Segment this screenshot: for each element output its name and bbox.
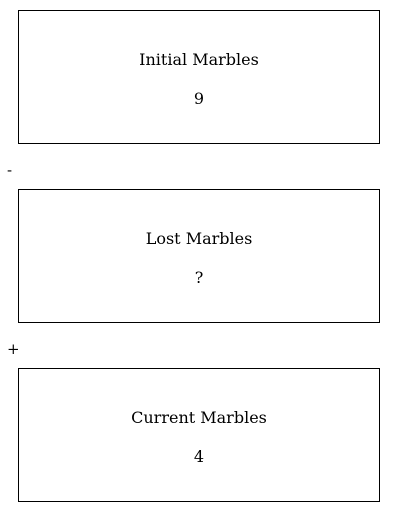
lost-marbles-label: Lost Marbles xyxy=(145,229,253,248)
current-marbles-box xyxy=(18,368,380,502)
initial-marbles-box xyxy=(18,10,380,144)
plus-operator: + xyxy=(7,340,20,358)
lost-marbles-value: ? xyxy=(194,268,204,287)
current-marbles-value: 4 xyxy=(193,447,205,466)
minus-operator: - xyxy=(7,161,13,179)
initial-marbles-value: 9 xyxy=(193,89,205,108)
lost-marbles-box xyxy=(18,189,380,323)
current-marbles-label: Current Marbles xyxy=(131,408,267,427)
initial-marbles-label: Initial Marbles xyxy=(139,50,259,69)
